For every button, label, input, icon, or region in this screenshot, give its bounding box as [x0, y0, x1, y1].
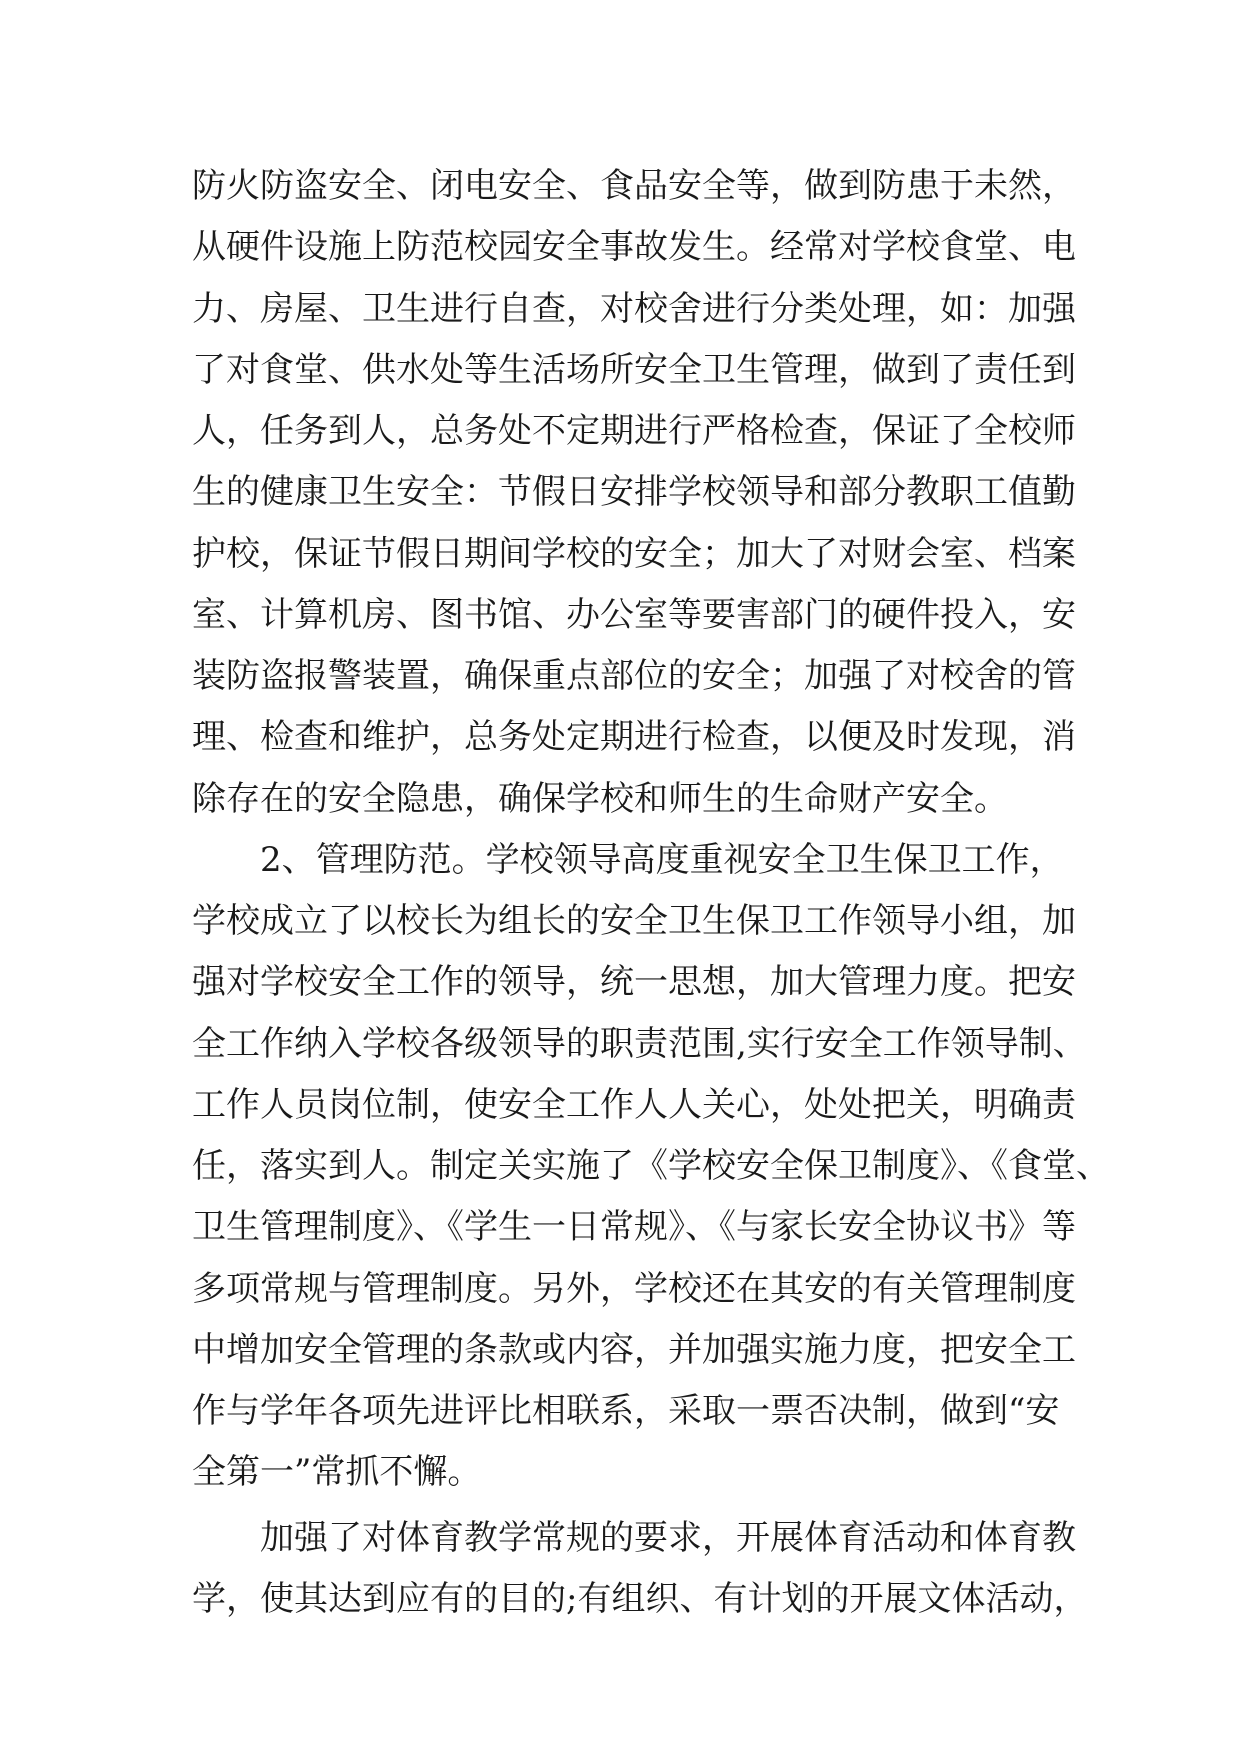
text-line: 力、房屋、卫生进行自查，对校舍进行分类处理，如：加强 — [192, 288, 1076, 329]
text-line: 装防盗报警装置，确保重点部位的安全；加强了对校舍的管 — [192, 656, 1076, 696]
text-line: 多项常规与管理制度。另外，学校还在其安的有关管理制度 — [192, 1268, 1076, 1309]
text-line: 中增加安全管理的条款或内容，并加强实施力度，把安全工 — [192, 1329, 1076, 1370]
paragraph-start-line: 加强了对体育教学常规的要求，开展体育活动和体育教 — [260, 1517, 1076, 1558]
text-line: 工作人员岗位制，使安全工作人人关心，处处把关，明确责 — [192, 1084, 1076, 1125]
text-line: 人，任务到人，总务处不定期进行严格检查，保证了全校师 — [192, 411, 1076, 451]
text-line: 防火防盗安全、闭电安全、食品安全等，做到防患于未然， — [192, 166, 1076, 206]
text-line: 生的健康卫生安全：节假日安排学校领导和部分教职工值勤 — [192, 472, 1076, 513]
text-line: 除存在的安全隐患，确保学校和师生的生命财产安全。 — [192, 778, 1008, 819]
text-line: 学，使其达到应有的目的;有组织、有计划的开展文体活动， — [192, 1578, 1088, 1619]
paragraph-start-line: 2、管理防范。学校领导高度重视安全卫生保卫工作， — [260, 839, 1064, 880]
text-line: 从硬件设施上防范校园安全事故发生。经常对学校食堂、电 — [192, 227, 1076, 268]
text-line: 强对学校安全工作的领导，统一思想，加大管理力度。把安 — [192, 962, 1076, 1003]
text-line: 全第一”常抓不懈。 — [192, 1452, 482, 1493]
text-line: 全工作纳入学校各级领导的职责范围,实行安全工作领导制、 — [192, 1023, 1087, 1064]
text-line: 任，落实到人。制定关实施了《学校安全保卫制度》、《食堂、 — [192, 1146, 1110, 1186]
text-line: 理、检查和维护，总务处定期进行检查，以便及时发现，消 — [192, 717, 1076, 758]
body-text — [192, 156, 1110, 1630]
text-line: 学校成立了以校长为组长的安全卫生保卫工作领导小组，加 — [192, 901, 1076, 941]
text-line: 卫生管理制度》、《学生一日常规》、《与家长安全协议书》等 — [192, 1207, 1076, 1248]
text-line: 护校，保证节假日期间学校的安全；加大了对财会室、档案 — [192, 533, 1076, 574]
text-line: 室、计算机房、图书馆、办公室等要害部门的硬件投入，安 — [192, 594, 1076, 635]
text-line: 作与学年各项先进评比相联系，采取一票否决制，做到“安 — [192, 1391, 1060, 1431]
text-line: 了对食堂、供水处等生活场所安全卫生管理，做到了责任到 — [192, 349, 1076, 390]
